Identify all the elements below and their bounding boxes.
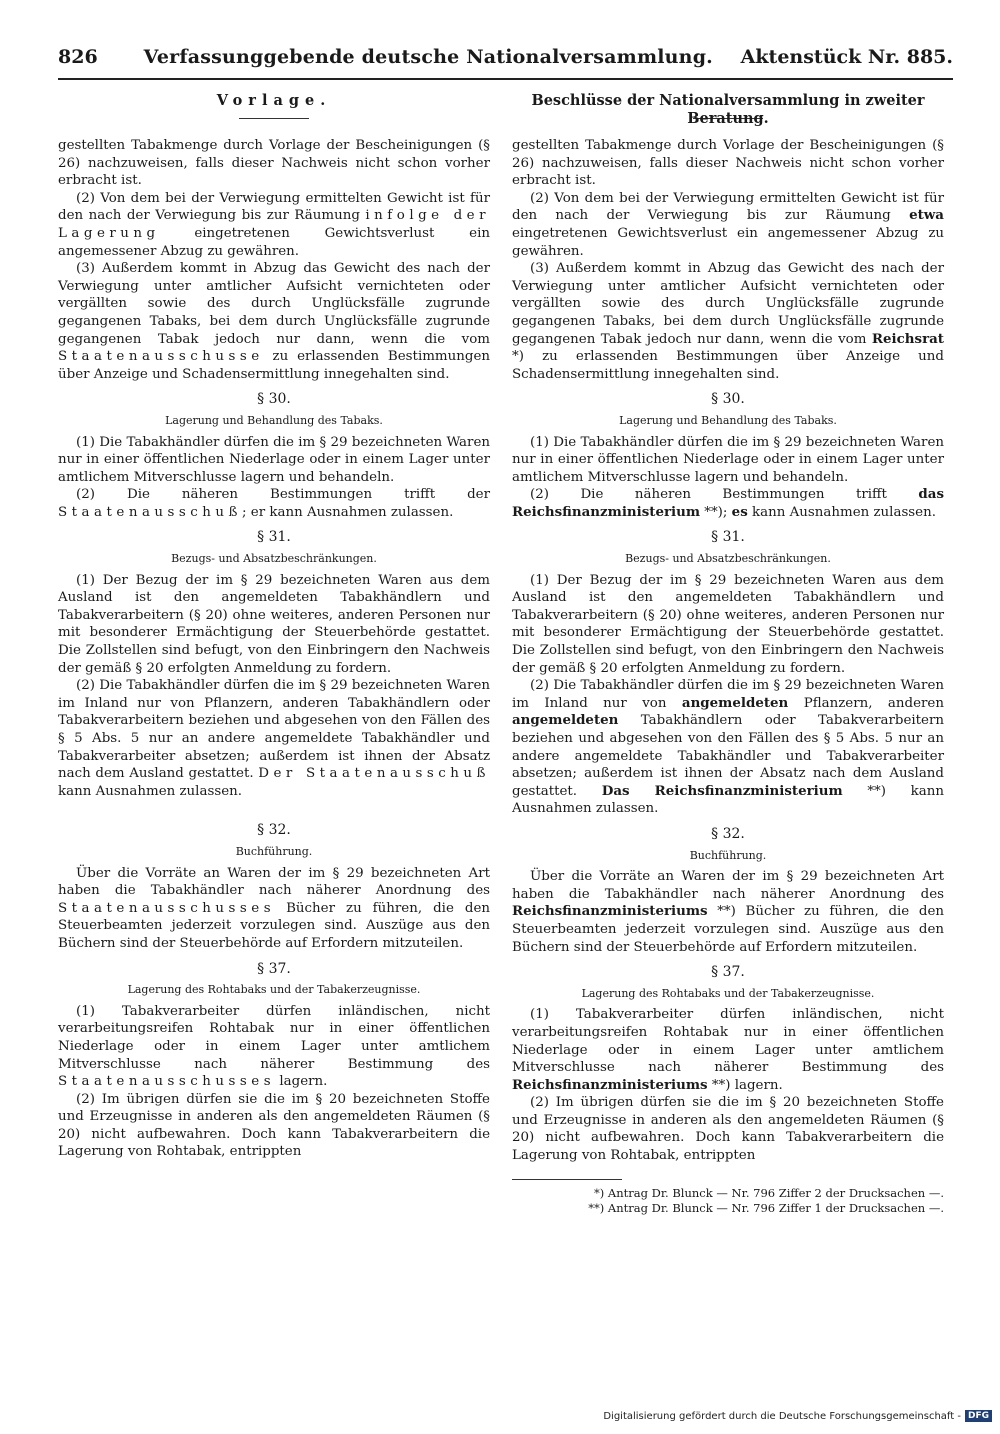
left-column [58, 92, 490, 1161]
spaced-text: Staatenausschusses [58, 900, 276, 916]
section-number: § 37. [257, 960, 291, 977]
text-run: (2) Die Tabakhändler dürfen die im § 29 bezeichneten Waren im Inland nur von Pflanzern, anderen Tabakhändlern oder Tabakverarbeitern beziehen und abgesehen von den Fällen des § 5 Abs. 5 nur an andere angemeldete Tabakhändler und Tabakverarbeiter absetzen; außerdem ist ihnen der Absatz nach dem Ausland gestattet. [58, 678, 490, 782]
text-run: (1) Tabakverarbeiter dürfen inländischen, nicht verarbeitungsreifen Rohtabak nur in einer öffentlichen Niederlage oder in einem Lager unter amtlichem Mitverschlusse nach näherer Bestimmung des [58, 1003, 490, 1072]
right-column [512, 92, 944, 1216]
text-run: eingetretenen Gewichtsverlust ein angemessener Abzug zu gewähren. [512, 225, 944, 259]
paragraph [58, 190, 490, 260]
text-run: Über die Vorräte an Waren der im § 29 bezeichneten Art haben die Tabakhändler nach näherer Anordnung des [58, 865, 490, 899]
bold-text: das Reichsfinanzministerium [512, 486, 944, 520]
page-number: 826 [58, 46, 98, 68]
paragraph: (1) Der Bezug der im § 29 bezeichneten Waren aus dem Ausland ist den angemeldeten Tabakhändlern und Tabakverarbeitern (§ 20) ohne weiteres, anderen Personen nur mit besonderer Ermächtigung der Steuerbehörde gestattet. Die Zollstellen sind befugt, von den Einbringern den Nachweis der gemäß § 20 erfolgten Anmeldung zu fordern. [512, 572, 944, 676]
bold-text: etwa [909, 207, 944, 224]
section-number: § 30. [711, 391, 745, 408]
spaced-text: Staatenausschuß [58, 504, 242, 520]
paragraph [512, 677, 944, 818]
footnote-rule [512, 1179, 622, 1180]
section-number: § 31. [257, 529, 291, 546]
text-run: (2) Von dem bei der Verwiegung ermittelten Gewicht ist für den nach der Verwiegung bis zur Räumung [512, 190, 944, 224]
section-title: Buchführung. [235, 844, 313, 858]
document-number: Aktenstück Nr. 885. [740, 46, 953, 68]
paragraph: gestellten Tabakmenge durch Vorlage der Bescheinigungen (§ 26) nachzuweisen, falls dieser Nachweis nicht schon vorher erbracht ist. [58, 138, 490, 189]
text-run: **) Bücher zu führen, die den Steuerbeamten jederzeit vorzulegen sind. Auszüge aus den Büchern sind der Steuerbehörde auf Erfordern mitzuteilen. [512, 904, 944, 955]
spaced-text: Staatenausschusses [58, 1074, 276, 1090]
heading-rule [239, 118, 309, 119]
section-title: Lagerung des Rohtabaks und der Tabakerzeugnisse. [581, 986, 875, 1000]
section-number: § 32. [257, 822, 291, 839]
paragraph: (2) Im übrigen dürfen sie die im § 20 bezeichneten Stoffe und Erzeugnisse in anderen als den angemeldeten Räumen (§ 20) nicht aufbewahren. Doch kann Tabakverarbeitern die Lagerung von Rohtabak, entrippten [512, 1095, 944, 1164]
text-run: (2) Von dem bei der Verwiegung ermittelten Gewicht ist für den nach der Verwiegung bis zur Räumung [58, 190, 490, 224]
text-run: **); [700, 504, 732, 520]
section-title: Lagerung und Behandlung des Tabaks. [165, 413, 383, 427]
text-run: (3) Außerdem kommt in Abzug das Gewicht des nach der Verwiegung unter amtlicher Aufsicht vernichteten oder vergällten sowie des durch Unglücksfälle zugrunde gegangenen Tabaks, bei dem durch Unglücksfälle zugrunde gegangenen Tabak jedoch nur dann, wenn die vom [58, 261, 490, 347]
bold-text: angemeldeten [512, 712, 619, 729]
paragraph [512, 868, 944, 956]
bold-text: Reichsfinanzministeriums [512, 903, 708, 920]
footnote: *) Antrag Dr. Blunck — Nr. 796 Ziffer 2 der Drucksachen —. [594, 1185, 944, 1200]
paragraph: gestellten Tabakmenge durch Vorlage der Bescheinigungen (§ 26) nachzuweisen, falls dieser Nachweis nicht schon vorher erbracht ist. [512, 138, 944, 189]
text-run: *) zu erlassenden Bestimmungen über Anzeige und Schadensermittlung innegehalten sind. [512, 349, 944, 382]
paragraph [512, 486, 944, 521]
text-run: **) kann Ausnahmen zulassen. [512, 783, 944, 817]
credit-text: Digitalisierung gefördert durch die Deutsche Forschungsgemeinschaft - [603, 1410, 961, 1422]
section-number: § 32. [711, 825, 745, 842]
text-run: lagern. [275, 1074, 328, 1090]
right-column-heading: Beschlüsse der Nationalversammlung in zweiter Beratung. [531, 92, 925, 127]
bold-text: es [731, 503, 748, 520]
text-run: Über die Vorräte an Waren der im § 29 bezeichneten Art haben die Tabakhändler nach näherer Anordnung des [512, 869, 944, 902]
paragraph [512, 190, 944, 260]
digitization-credit [603, 1410, 992, 1422]
paragraph: (1) Der Bezug der im § 29 bezeichneten Waren aus dem Ausland ist den angemeldeten Tabakhändlern und Tabakverarbeitern (§ 20) ohne weiteres, anderen Personen nur mit besonderer Ermächtigung der Steuerbehörde gestattet. Die Zollstellen sind befugt, von den Einbringern den Nachweis der gemäß § 20 erfolgten Anmeldung zu fordern. [58, 572, 490, 676]
footnote: **) Antrag Dr. Blunck — Nr. 796 Ziffer 1 der Drucksachen —. [588, 1200, 944, 1215]
page-header [58, 46, 953, 80]
spaced-text: infolge der Lagerung [58, 208, 490, 241]
paragraph [512, 1006, 944, 1094]
text-run: Tabakhändlern oder Tabakverarbeitern beziehen und abgesehen von den Fällen des § 5 Abs. 5 nur an andere angemeldete Tabakhändler und Tabakverarbeiter absetzen; außerdem ist ihnen der Absatz nach dem Ausland gestattet. [512, 713, 944, 799]
bold-text: Reichsrat [871, 330, 944, 347]
paragraph [58, 260, 490, 383]
text-run: eingetretenen Gewichtsverlust ein angemessener Abzug zu gewähren. [58, 225, 490, 259]
bold-text: angemeldeten [681, 694, 789, 711]
spaced-text: Der Staatenausschuß [258, 766, 490, 782]
left-column-heading: Vorlage. [216, 92, 332, 109]
running-title: Verfassunggebende deutsche Nationalversammlung. [143, 46, 713, 68]
paragraph: (1) Die Tabakhändler dürfen die im § 29 bezeichneten Waren nur in einer öffentlichen Niederlage oder in einem Lager unter amtlichem Mitverschlusse lagern und behandeln. [58, 434, 490, 485]
spacer [58, 800, 490, 814]
text-run: Bücher zu führen, die den Steuerbeamten jederzeit vorzulegen sind. Auszüge aus den Büchern sind der Steuerbehörde auf Erfordern mitzuteilen. [58, 900, 490, 951]
text-run: (2) Die näheren Bestimmungen trifft der [76, 487, 490, 503]
section-title: Lagerung und Behandlung des Tabaks. [619, 413, 837, 427]
spaced-text: Staatenausschusse [58, 349, 264, 365]
text-run: zu erlassenden Bestimmungen über Anzeige und Schadensermittlung innegehalten sind. [58, 349, 490, 382]
text-run: ; er kann Ausnahmen zulassen. [242, 504, 454, 520]
paragraph [58, 865, 490, 953]
paragraph: (2) Im übrigen dürfen sie die im § 20 bezeichneten Stoffe und Erzeugnisse in anderen als den angemeldeten Räumen (§ 20) nicht aufbewahren. Doch kann Tabakverarbeitern die Lagerung von Rohtabak, entrippten [58, 1091, 490, 1160]
paragraph [58, 677, 490, 800]
bold-text: Reichsfinanzministeriums [512, 1076, 708, 1093]
paragraph [58, 1003, 490, 1091]
section-title: Bezugs- und Absatzbeschränkungen. [171, 552, 377, 566]
paragraph [512, 260, 944, 383]
bold-text: Das Reichsfinanzministerium [601, 782, 843, 799]
text-run: (2) Die Tabakhändler dürfen die im § 29 bezeichneten Waren im Inland nur von [512, 678, 944, 711]
section-title: Lagerung des Rohtabaks und der Tabakerzeugnisse. [127, 983, 421, 997]
text-run: **) lagern. [707, 1077, 783, 1093]
text-run: (1) Tabakverarbeiter dürfen inländischen, nicht verarbeitungsreifen Rohtabak nur in einer öffentlichen Niederlage oder in einem Lager unter amtlichem Mitverschlusse nach näherer Bestimmung des [512, 1007, 944, 1076]
paragraph [58, 486, 490, 521]
paragraph: (1) Die Tabakhändler dürfen die im § 29 bezeichneten Waren nur in einer öffentlichen Niederlage oder in einem Lager unter amtlichem Mitverschlusse lagern und behandeln. [512, 434, 944, 485]
text-run: kann Ausnahmen zulassen. [747, 504, 936, 520]
section-number: § 37. [711, 964, 745, 981]
text-run: kann Ausnahmen zulassen. [58, 783, 242, 799]
section-number: § 31. [711, 529, 745, 546]
text-run: (3) Außerdem kommt in Abzug das Gewicht des nach der Verwiegung unter amtlicher Aufsicht vernichteten oder vergällten sowie des durch Unglücksfälle zugrunde gegangenen Tabaks, bei dem durch Unglücksfälle zugrunde gegangenen Tabak jedoch nur dann, wenn die vom [512, 261, 944, 347]
text-run: (2) Die näheren Bestimmungen trifft [530, 487, 919, 503]
section-title: Bezugs- und Absatzbeschränkungen. [625, 552, 831, 566]
text-run: Pflanzern, anderen [788, 695, 944, 711]
section-title: Buchführung. [689, 848, 767, 862]
dfg-logo-icon: DFG [965, 1410, 992, 1422]
section-number: § 30. [257, 391, 291, 408]
